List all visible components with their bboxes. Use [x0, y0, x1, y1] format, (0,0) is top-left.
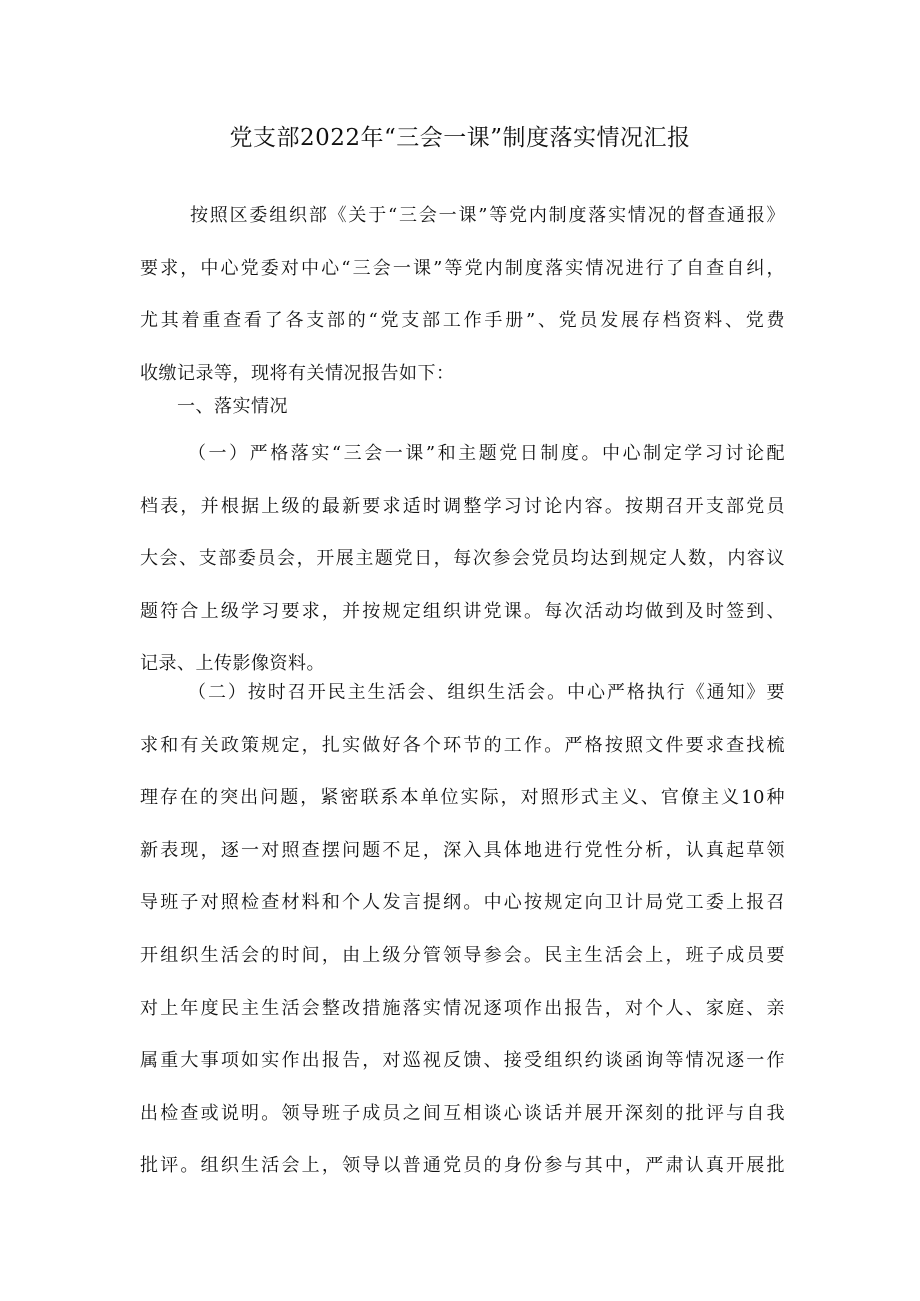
intro-line: 收缴记录等，现将有关情况报告如下：: [140, 362, 455, 384]
item-2-line: 批评。组织生活会上，领导以普通党员的身份参与其中，严肃认真开展批: [140, 1155, 785, 1177]
item-2-line: 属重大事项如实作出报告，对巡视反馈、接受组织约谈函询等情况逐一作: [140, 1050, 785, 1072]
item-2-line: 导班子对照检查材料和个人发言提纲。中心按规定向卫计局党工委上报召: [140, 892, 785, 914]
intro-line: 要求，中心党委对中心“三会一课”等党内制度落实情况进行了自查自纠，: [140, 257, 785, 279]
item-1-line: 大会、支部委员会，开展主题党日，每次参会党员均达到规定人数，内容议: [140, 548, 785, 570]
item-2-line: 理存在的突出问题，紧密联系本单位实际，对照形式主义、官僚主义10种: [140, 787, 785, 809]
intro-line: 按照区委组织部《关于“三会一课”等党内制度落实情况的督查通报》: [190, 205, 785, 226]
item-2-line: 对上年度民主生活会整改措施落实情况逐项作出报告，对个人、家庭、亲: [140, 997, 785, 1019]
intro-line: 尤其着重查看了各支部的“党支部工作手册”、党员发展存档资料、党费: [140, 310, 785, 332]
item-2-line: 新表现，逐一对照查摆问题不足，深入具体地进行党性分析，认真起草领: [140, 839, 785, 861]
item-1-line: 题符合上级学习要求，并按规定组织讲党课。每次活动均做到及时签到、: [140, 600, 785, 622]
document-title: 党支部2022年“三会一课”制度落实情况汇报: [229, 125, 691, 151]
section-heading: 一、落实情况: [177, 396, 288, 417]
item-1-line: （一）严格落实“三会一课”和主题党日制度。中心制定学习讨论配: [188, 443, 785, 464]
item-2-line: 求和有关政策规定，扎实做好各个环节的工作。严格按照文件要求查找梳: [140, 734, 785, 756]
item-2-paragraph: [140, 667, 785, 1193]
item-1-line: 档表，并根据上级的最新要求适时调整学习讨论内容。按期召开支部党员: [140, 495, 785, 517]
item-2-line: 出检查或说明。领导班子成员之间互相谈心谈话并展开深刻的批评与自我: [140, 1102, 785, 1124]
item-2-line: 开组织生活会的时间，由上级分管领导参会。民主生活会上，班子成员要: [140, 944, 785, 966]
intro-paragraph: [140, 190, 785, 400]
item-2-line: （二）按时召开民主生活会、组织生活会。中心严格执行《通知》要: [188, 682, 785, 703]
item-1-paragraph: [140, 428, 785, 691]
item-1-line: 记录、上传影像资料。: [140, 653, 325, 675]
